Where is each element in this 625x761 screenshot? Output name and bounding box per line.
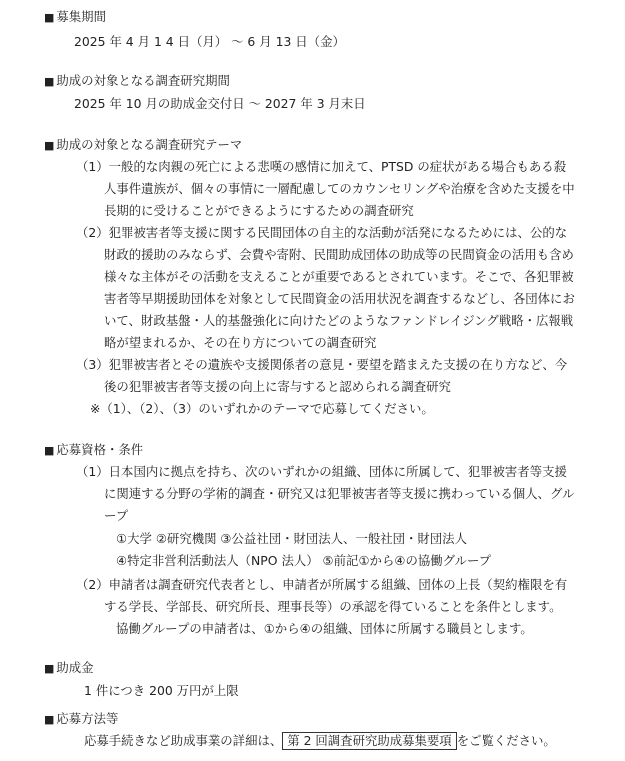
heading-grant-amount: ■ 助成金 (44, 659, 94, 678)
theme-line: 後の犯罪被害者等支援の向上に寄与すると認められる調査研究 (104, 379, 451, 394)
theme-line: 害者等早期援助団体を対象として民間資金の活用状況を調査するなどし、各団体にお (104, 291, 575, 306)
theme-note: ※（1）、（2）、（3）のいずれかのテーマで応募してください。 (90, 401, 434, 416)
application-method-post: をご覧ください。 (456, 733, 556, 748)
theme-line: いて、財政基盤・人的基盤強化に向けたどのようなファンドレイジング戦略・広報戦 (104, 313, 574, 328)
eligibility-line: （2）申請者は調査研究代表者とし、申請者が所属する組織、団体の上長（契約権限を有 (76, 577, 568, 592)
heading-application-method: ■ 応募方法等 (44, 710, 118, 729)
application-method-text (84, 732, 556, 750)
guidelines-link[interactable]: 第 2 回調査研究助成募集要項 (282, 732, 456, 750)
eligibility-line: する学長、学部長、研究所長、理事長等）の承認を得ていることを条件とします。 (104, 599, 562, 614)
grant-amount-text: 1 件につき 200 万円が上限 (84, 683, 239, 698)
eligibility-line: ープ (104, 508, 129, 523)
research-period-text: 2025 年 10 月の助成金交付日 〜 2027 年 3 月末日 (74, 96, 366, 111)
eligibility-org-list: ①大学 ②研究機関 ③公益社団・財団法人、一般社団・財団法人 (116, 531, 467, 546)
theme-line: 様々な主体がその活動を支えることが重要であるとされています。そこで、各犯罪被 (104, 269, 574, 284)
theme-line: （2）犯罪被害者等支援に関する民間団体の自主的な活動が活発になるためには、公的な (76, 225, 568, 240)
heading-research-period: ■ 助成の対象となる調査研究期間 (44, 72, 230, 91)
eligibility-org-list: ④特定非営利活動法人（NPO 法人） ⑤前記①から④の協働グループ (116, 553, 492, 568)
application-method-pre: 応募手続きなど助成事業の詳細は、 (84, 733, 283, 748)
theme-line: 長期的に受けることができるようにするための調査研究 (104, 203, 414, 218)
eligibility-line: 協働グループの申請者は、①から④の組織、団体に所属する職員とします。 (116, 621, 533, 636)
heading-research-themes: ■ 助成の対象となる調査研究テーマ (44, 136, 242, 155)
heading-eligibility: ■ 応募資格・条件 (44, 441, 143, 460)
application-period-text: 2025 年 4 月 1 4 日（月） 〜 6 月 13 日（金） (74, 34, 345, 49)
eligibility-line: （1）日本国内に拠点を持ち、次のいずれかの組織、団体に所属して、犯罪被害者等支援 (76, 464, 567, 479)
theme-line: 人事件遺族が、個々の事情に一層配慮してのカウンセリングや治療を含めた支援を中 (104, 181, 575, 196)
theme-line: 財政的援助のみならず、会費や寄附、民間助成団体の助成等の民間資金の活用も含め (104, 247, 574, 262)
theme-line: （3）犯罪被害者とその遺族や支援関係者の意見・要望を踏まえた支援の在り方など、今 (76, 357, 568, 372)
eligibility-line: に関連する分野の学術的調査・研究又は犯罪被害者等支援に携わっている個人、グル (104, 486, 575, 501)
theme-line: 略が望まれるか、その在り方についての調査研究 (104, 335, 377, 350)
heading-application-period: ■ 募集期間 (44, 8, 106, 27)
theme-line: （1）一般的な肉親の死亡による悲嘆の感情に加えて、PTSD の症状がある場合もある殺 (76, 159, 567, 174)
